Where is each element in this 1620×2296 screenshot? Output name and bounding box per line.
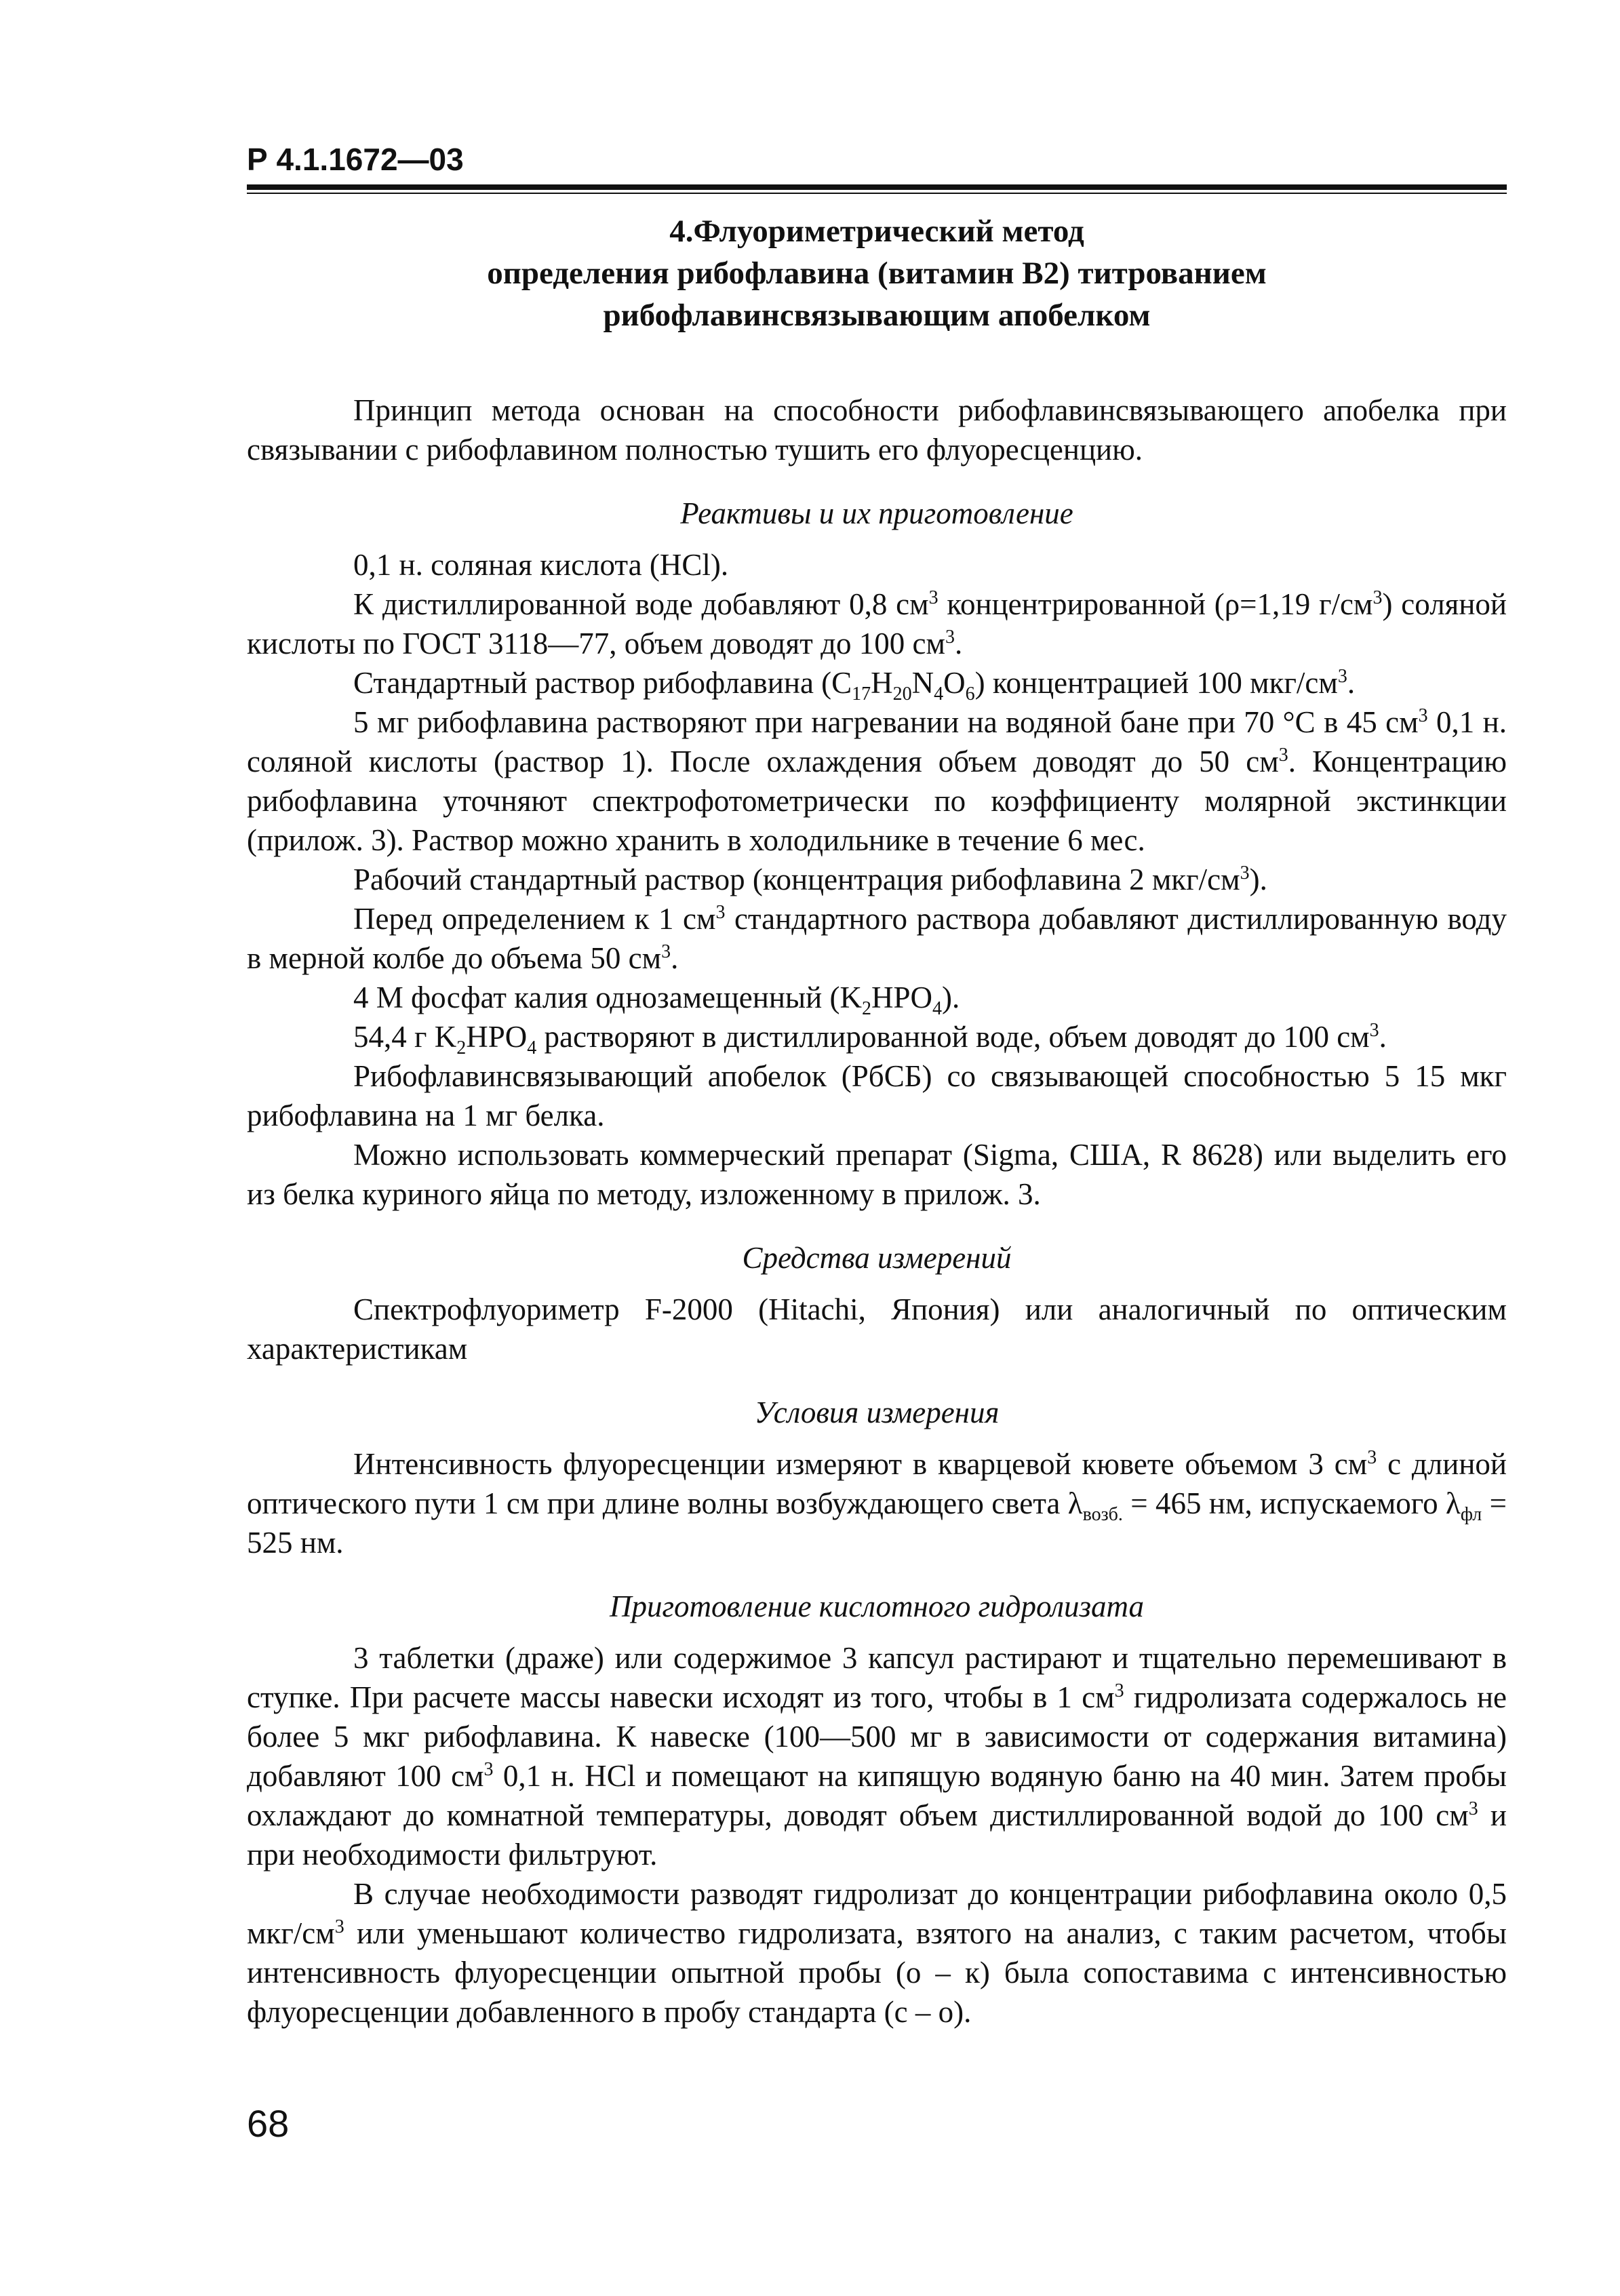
working-standard-preparation: Перед определением к 1 $см^3$ стандартного раствора добавляют дистиллированную воду в мерной колбе до объема 50 $см^3$. — [247, 902, 1507, 975]
header-rule-thick — [247, 184, 1507, 190]
standard-solution-title: Стандартный раствор рибофлавина $(C_{17}H_{20}N_4O_6)$ концентрацией 100 мкг/$см^3$. — [353, 666, 1356, 705]
hydrolysate-heading: Приготовление кислотного гидролизата — [609, 1589, 1145, 1623]
page-header — [247, 144, 1507, 194]
conditions-heading: Условия измерения — [754, 1396, 1000, 1429]
section-title — [247, 210, 1507, 336]
section-title-line-1: 4.Флуориметрический метод — [669, 214, 1084, 249]
method-principle: Принцип метода основан на способности рибофлавинсвязывающего апобелка при связывании с рибофлавином полностью тушить его флуоресценцию. — [247, 393, 1507, 467]
page-number: 68 — [247, 2102, 290, 2145]
section-title-line-3: рибофлавинсвязывающим апобелком — [603, 298, 1151, 333]
apoprotein-description: Рибофлавинсвязывающий апобелок (РбСБ) со связывающей способностью 5 15 мкг рибофлавина на 1 мг белка. — [247, 1059, 1507, 1132]
hcl-preparation: К дистиллированной воде добавляют 0,8 $см^3$ концентрированной (ρ=1,19 $г/см^3$) соляной кислоты по ГОСТ 3118—77, объем доводят до 100 $см^3$. — [247, 587, 1507, 660]
potassium-phosphate-preparation: 54,4 г $K_2HPO_4$ растворяют в дистиллированной воде, объем доводят до 100 $см^3$. — [353, 1020, 1387, 1058]
potassium-phosphate-title: 4 М фосфат калия однозамещенный $(K_2HPO_4)$. — [353, 981, 960, 1019]
hydrolysate-paragraph-2: В случае необходимости разводят гидролизат до концентрации рибофлавина около 0,5 мкг/$см^3$ или уменьшают количество гидролизата, взятого на анализ, с таким расчетом, чтобы интенсивность флуоресценции опытной пробы (о – к) была сопоставима с интенсивностью флуоресценции добавленного в пробу стандарта (с – о). — [247, 1877, 1507, 2029]
commercial-preparation: Можно использовать коммерческий препарат (Sigma, США, R 8628) или выделить его из белка куриного яйца по методу, изложенному в прилож. 3. — [247, 1138, 1507, 1211]
working-standard-title: Рабочий стандартный раствор (концентрация рибофлавина 2 мкг/$см^3$). — [353, 863, 1267, 896]
section-title-line-2: определения рибофлавина (витамин В2) титрованием — [487, 256, 1267, 291]
document-code: Р 4.1.1672—03 — [247, 142, 464, 177]
header-rule-thin — [247, 193, 1507, 194]
hydrolysate-paragraph-1: 3 таблетки (драже) или содержимое 3 капсул растирают и тщательно перемешивают в ступке. При расчете массы навески исходят из того, чтобы в 1 $см^3$ гидролизата содержалось не более 5 мкг рибофлавина. К навеске (100—500 мг в зависимости от содержания витамина) добавляют 100 $см^3$ 0,1 н. HCl и помещают на кипящую водяную баню на 40 мин. Затем пробы охлаждают до комнатной температуры, доводят объем дистиллированной водой до 100 $см^3$ и при необходимости фильтруют. — [247, 1641, 1507, 1872]
instruments-heading: Средства измерений — [742, 1241, 1012, 1275]
reagents-heading: Реактивы и их приготовление — [680, 496, 1073, 530]
hcl-title: 0,1 н. соляная кислота (HCl). — [353, 548, 729, 582]
page-content — [247, 203, 1507, 2032]
instruments-text: Спектрофлуориметр F-2000 (Hitachi, Япония) или аналогичный по оптическим характеристикам — [247, 1292, 1507, 1366]
standard-solution-preparation: 5 мг рибофлавина растворяют при нагревании на водяной бане при 70 °С в 45 $см^3$ 0,1 н. соляной кислоты (раствор 1). После охлаждения объем доводят до 50 $см^3$. Концентрацию рибофлавина уточняют спектрофотометрически по коэффициенту молярной экстинкции (прилож. 3). Раствор можно хранить в холодильнике в течение 6 мес. — [247, 705, 1507, 857]
conditions-text: Интенсивность флуоресценции измеряют в кварцевой кювете объемом 3 $см^3$ с длиной оптического пути 1 см при длине волны возбуждающего света $\lambda_{возб.} = 465$ нм, испускаемого $\lambda_{фл} = 525$ нм. — [247, 1447, 1507, 1560]
